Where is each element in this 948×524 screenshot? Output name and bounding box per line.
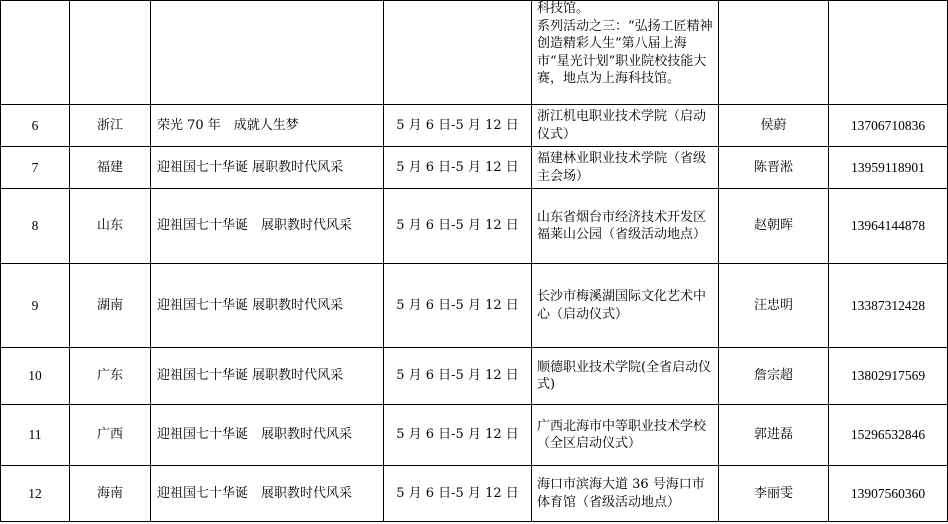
cell-theme: 迎祖国七十华诞 展职教时代风采 <box>151 405 384 466</box>
cell-venue: 浙江机电职业技术学院（启动仪式） <box>532 105 719 147</box>
cell-province: 浙江 <box>70 105 151 147</box>
cell-no: 9 <box>1 264 70 348</box>
cell-venue: 福建林业职业技术学院（省级主会场） <box>532 147 719 189</box>
cell-contact: 陈晋淞 <box>719 147 829 189</box>
cell-dates: 5 月 6 日-5 月 12 日 <box>384 147 532 189</box>
cell-theme <box>151 1 384 105</box>
cell-province: 山东 <box>70 189 151 264</box>
cell-contact: 李丽雯 <box>719 466 829 522</box>
cell-venue: 长沙市梅溪湖国际文化艺术中心（启动仪式） <box>532 264 719 348</box>
cell-contact: 郭进磊 <box>719 405 829 466</box>
cell-dates: 5 月 6 日-5 月 12 日 <box>384 405 532 466</box>
cell-dates: 5 月 6 日-5 月 12 日 <box>384 466 532 522</box>
cell-contact: 侯蔚 <box>719 105 829 147</box>
cell-phone: 13907560360 <box>829 466 948 522</box>
cell-no: 10 <box>1 348 70 405</box>
table-row <box>1 348 948 405</box>
table-row <box>1 264 948 348</box>
cell-phone: 15296532846 <box>829 405 948 466</box>
cell-phone <box>829 1 948 105</box>
cell-venue: 山东省烟台市经济技术开发区福莱山公园（省级活动地点） <box>532 189 719 264</box>
table-row <box>1 189 948 264</box>
cell-no: 8 <box>1 189 70 264</box>
cell-venue: 海口市滨海大道 36 号海口市体育馆（省级活动地点） <box>532 466 719 522</box>
venue-text: 科技馆。 系列活动之三：“弘扬工匠精神 创造精彩人生”第八届上海市“星光计划”职业院校技能大赛，地点为上海科技馆。 <box>537 1 713 86</box>
cell-theme: 迎祖国七十华诞 展职教时代风采 <box>151 466 384 522</box>
cell-dates: 5 月 6 日-5 月 12 日 <box>384 264 532 348</box>
cell-phone: 13959118901 <box>829 147 948 189</box>
cell-province <box>70 1 151 105</box>
cell-phone: 13387312428 <box>829 264 948 348</box>
cell-venue: 顺德职业技术学院(全省启动仪式) <box>532 348 719 405</box>
cell-phone: 13964144878 <box>829 189 948 264</box>
cell-no: 6 <box>1 105 70 147</box>
cell-no: 11 <box>1 405 70 466</box>
cell-contact <box>719 1 829 105</box>
cell-phone: 13802917569 <box>829 348 948 405</box>
cell-contact: 汪忠明 <box>719 264 829 348</box>
cell-no <box>1 1 70 105</box>
cell-dates <box>384 1 532 105</box>
cell-theme: 迎祖国七十华诞 展职教时代风采 <box>151 147 384 189</box>
cell-venue <box>532 1 719 105</box>
cell-theme: 迎祖国七十华诞 展职教时代风采 <box>151 189 384 264</box>
cell-province: 福建 <box>70 147 151 189</box>
cell-theme: 迎祖国七十华诞 展职教时代风采 <box>151 264 384 348</box>
cell-province: 广西 <box>70 405 151 466</box>
cell-contact: 詹宗超 <box>719 348 829 405</box>
cell-province: 广东 <box>70 348 151 405</box>
cell-dates: 5 月 6 日-5 月 12 日 <box>384 105 532 147</box>
cell-dates: 5 月 6 日-5 月 12 日 <box>384 189 532 264</box>
cell-province: 湖南 <box>70 264 151 348</box>
cell-province: 海南 <box>70 466 151 522</box>
table-row <box>1 405 948 466</box>
cell-no: 12 <box>1 466 70 522</box>
cell-contact: 赵朝晖 <box>719 189 829 264</box>
cell-venue: 广西北海市中等职业技术学校（全区启动仪式） <box>532 405 719 466</box>
table-body <box>1 1 948 522</box>
cell-phone: 13706710836 <box>829 105 948 147</box>
cell-no: 7 <box>1 147 70 189</box>
table-row <box>1 466 948 522</box>
table-row <box>1 1 948 105</box>
table-row <box>1 105 948 147</box>
table-row <box>1 147 948 189</box>
cell-theme: 荣光 70 年 成就人生梦 <box>151 105 384 147</box>
cell-dates: 5 月 6 日-5 月 12 日 <box>384 348 532 405</box>
cell-theme: 迎祖国七十华诞 展职教时代风采 <box>151 348 384 405</box>
